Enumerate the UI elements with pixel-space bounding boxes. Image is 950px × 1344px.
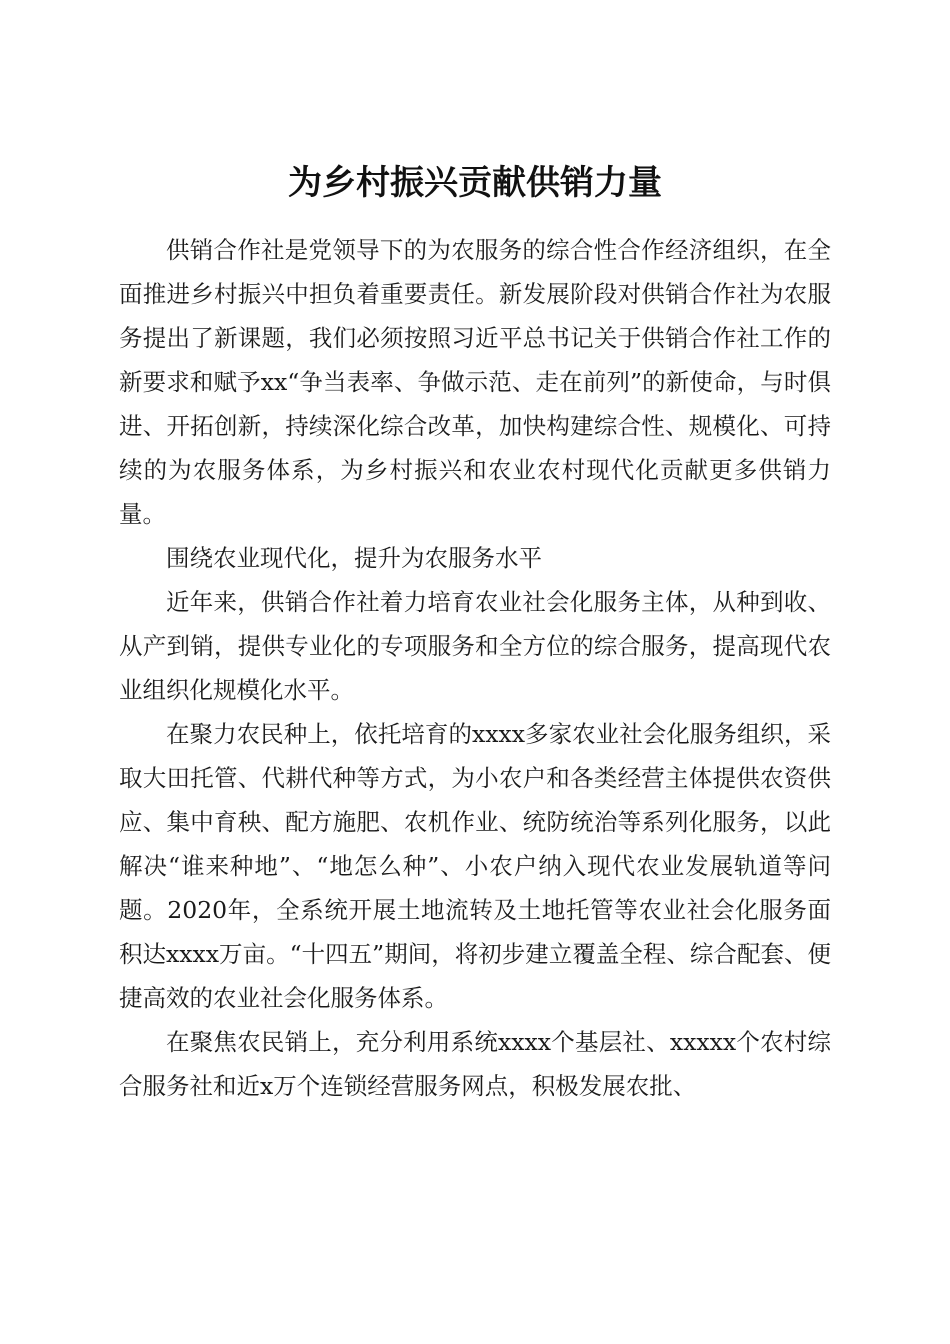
section-heading: 围绕农业现代化，提升为农服务水平: [166, 544, 542, 572]
paragraph-intro: 供销合作社是党领导下的为农服务的综合性合作经济组织，在全面推进乡村振兴中担负着重要责任。新发展阶段对供销合作社为农服务提出了新课题，我们必须按照习近平总书记关于供销合作社工作的新要求和赋予xx“争当表率、争做示范、走在前列”的新使命，与时俱进、开拓创新，持续深化综合改革，加快构建综合性、规模化、可持续的为农服务体系，为乡村振兴和农业农村现代化贡献更多供销力量。: [119, 236, 831, 528]
document-title: 为乡村振兴贡献供销力量: [288, 162, 662, 203]
paragraph-planting: 在聚力农民种上，依托培育的xxxx多家农业社会化服务组织，采取大田托管、代耕代种等方式，为小农户和各类经营主体提供农资供应、集中育秧、配方施肥、农机作业、统防统治等系列化服务，以此解决“谁来种地”、“地怎么种”、小农户纳入现代农业发展轨道等问题。2020年，全系统开展土地流转及土地托管等农业社会化服务面积达xxxx万亩。“十四五”期间，将初步建立覆盖全程、综合配套、便捷高效的农业社会化服务体系。: [119, 720, 831, 1012]
paragraph-sales: 在聚焦农民销上，充分利用系统xxxx个基层社、xxxxx个农村综合服务社和近x万个连锁经营服务网点，积极发展农批、: [119, 1028, 831, 1100]
paragraph-overview: 近年来，供销合作社着力培育农业社会化服务主体，从种到收、从产到销，提供专业化的专项服务和全方位的综合服务，提高现代农业组织化规模化水平。: [119, 588, 831, 704]
document-body: [119, 228, 831, 1108]
